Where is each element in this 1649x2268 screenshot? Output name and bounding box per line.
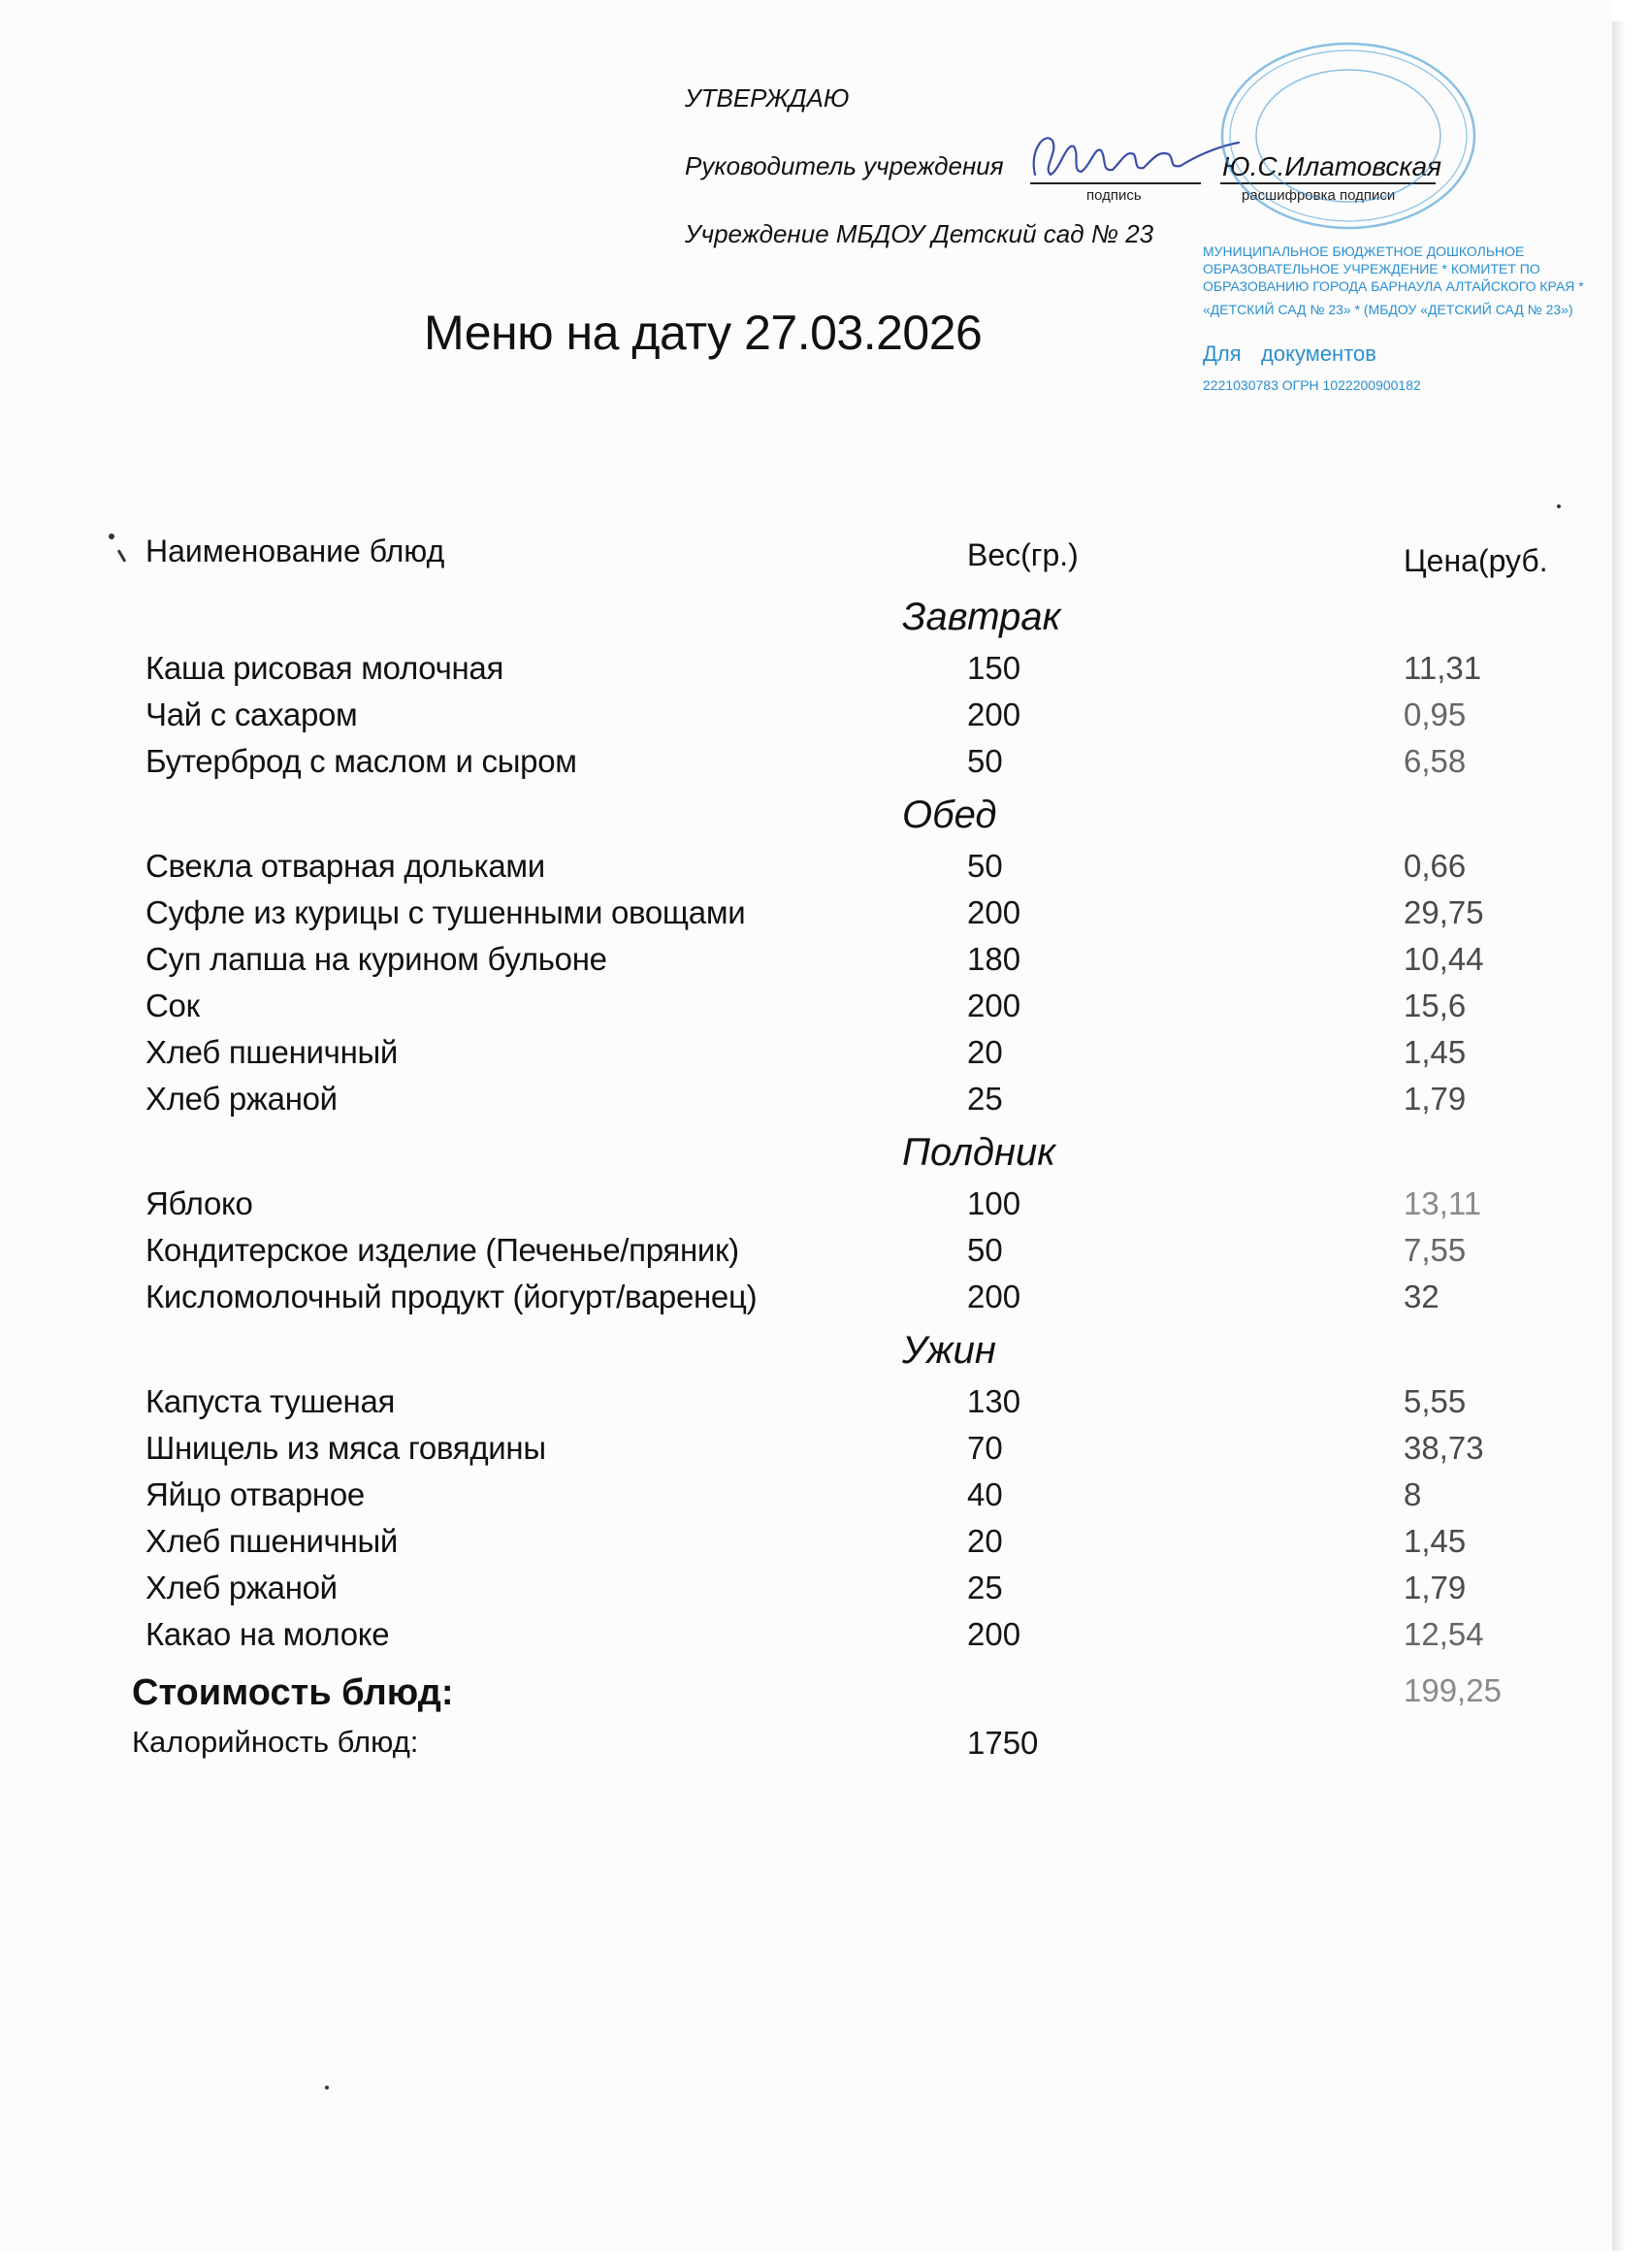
dish-price: 12,54 — [1404, 1616, 1484, 1652]
dish-weight: 200 — [967, 697, 1021, 732]
dish-weight: 40 — [967, 1476, 1003, 1512]
dish-weight: 50 — [967, 743, 1003, 779]
dish-name: Свекла отварная дольками — [146, 848, 545, 884]
dish-price: 1,45 — [1404, 1034, 1467, 1070]
dish-name: Яблоко — [146, 1185, 253, 1221]
page-title: Меню на дату 27.03.2026 — [424, 306, 983, 360]
dish-name: Шницель из мяса говядины — [146, 1430, 546, 1466]
dish-name: Чай с сахаром — [146, 697, 358, 732]
stamp-outer-text: МУНИЦИПАЛЬНОЕ БЮДЖЕТНОЕ ДОШКОЛЬНОЕ ОБРАЗОВАТЕЛЬНОЕ УЧРЕЖДЕНИЕ * КОМИТЕТ ПО ОБРАЗОВАНИЮ ГОРОДА БАРНАУЛА АЛТАЙСКОГО КРАЯ * — [1203, 243, 1584, 294]
dish-name: Какао на молоке — [146, 1616, 390, 1652]
stamp-bottom-text: 2221030783 ОГРН 1022200900182 — [1203, 377, 1421, 393]
approve-label: УТВЕРЖДАЮ — [685, 83, 850, 113]
dish-name: Хлеб пшеничный — [146, 1034, 399, 1070]
dish-price: 5,55 — [1404, 1383, 1467, 1419]
dish-price: 0,66 — [1404, 848, 1467, 884]
dish-weight: 20 — [967, 1034, 1003, 1070]
dish-weight: 200 — [967, 1279, 1021, 1314]
dish-name: Хлеб пшеничный — [146, 1523, 399, 1559]
signature-caption: подпись — [1086, 187, 1142, 204]
total-cost-label: Стоимость блюд: — [132, 1672, 454, 1713]
institution-label: Учреждение МБДОУ Детский сад № 23 — [685, 219, 1154, 248]
dish-price: 0,95 — [1404, 697, 1467, 732]
dish-weight: 25 — [967, 1081, 1003, 1117]
dish-price: 11,31 — [1404, 650, 1482, 686]
section-heading: Обед — [902, 794, 997, 836]
dish-price: 15,6 — [1404, 988, 1467, 1023]
dish-name: Хлеб ржаной — [146, 1081, 338, 1117]
dish-name: Кисломолочный продукт (йогурт/варенец) — [146, 1279, 758, 1314]
dish-name: Яйцо отварное — [146, 1476, 365, 1512]
dish-weight: 130 — [967, 1383, 1021, 1419]
dish-weight: 25 — [967, 1570, 1003, 1605]
signer-name: Ю.С.Илатовская — [1222, 151, 1442, 181]
dish-weight: 180 — [967, 941, 1021, 977]
dish-price: 38,73 — [1404, 1430, 1484, 1466]
stamp-center-line1: Для — [1203, 341, 1242, 366]
stamp-center-line2: документов — [1261, 341, 1376, 366]
dish-weight: 50 — [967, 1232, 1003, 1268]
dish-price: 13,11 — [1404, 1185, 1482, 1221]
scan-speck — [325, 2086, 329, 2090]
scan-edge — [1612, 21, 1626, 2251]
dish-weight: 200 — [967, 988, 1021, 1023]
header-price: Цена(руб. — [1404, 543, 1548, 578]
dish-weight: 20 — [967, 1523, 1003, 1559]
dish-price: 10,44 — [1404, 941, 1484, 977]
dish-name: Каша рисовая молочная — [146, 650, 504, 686]
official-stamp-icon — [1212, 39, 1484, 233]
dish-weight: 150 — [967, 650, 1021, 686]
dish-price: 6,58 — [1404, 743, 1467, 779]
dish-price: 1,45 — [1404, 1523, 1467, 1559]
dish-weight: 200 — [967, 894, 1021, 930]
scan-speck — [1557, 504, 1561, 508]
stamp-middle-text: «ДЕТСКИЙ САД № 23» * (МБДОУ «ДЕТСКИЙ САД № 23») — [1203, 302, 1573, 317]
calories-label: Калорийность блюд: — [132, 1725, 419, 1759]
signature-line — [1030, 182, 1201, 184]
section-heading: Полдник — [902, 1131, 1056, 1174]
total-cost-value: 199,25 — [1404, 1672, 1502, 1708]
dish-weight: 70 — [967, 1430, 1003, 1466]
dish-name: Кондитерское изделие (Печенье/пряник) — [146, 1232, 739, 1268]
stamp-text-block — [1203, 243, 1591, 466]
head-label: Руководитель учреждения — [685, 151, 1004, 180]
calories-value: 1750 — [967, 1725, 1039, 1761]
dish-price: 32 — [1404, 1279, 1439, 1314]
scan-speck — [109, 534, 114, 539]
section-heading: Завтрак — [902, 596, 1061, 638]
section-heading: Ужин — [902, 1329, 996, 1372]
dish-weight: 100 — [967, 1185, 1021, 1221]
dish-weight: 50 — [967, 848, 1003, 884]
dish-name: Хлеб ржаной — [146, 1570, 338, 1605]
dish-name: Бутерброд с маслом и сыром — [146, 743, 577, 779]
dish-name: Капуста тушеная — [146, 1383, 396, 1419]
header-name: Наименование блюд — [146, 534, 445, 568]
dish-name: Суп лапша на курином бульоне — [146, 941, 607, 977]
dish-name: Сок — [146, 988, 200, 1023]
dish-price: 1,79 — [1404, 1570, 1467, 1605]
dish-name: Суфле из курицы с тушенными овощами — [146, 894, 746, 930]
dish-weight: 200 — [967, 1616, 1021, 1652]
dish-price: 1,79 — [1404, 1081, 1467, 1117]
dish-price: 29,75 — [1404, 894, 1484, 930]
dish-price: 7,55 — [1404, 1232, 1467, 1268]
dish-price: 8 — [1404, 1476, 1422, 1512]
header-weight: Вес(гр.) — [967, 537, 1079, 572]
signer-caption: расшифровка подписи — [1242, 187, 1396, 204]
